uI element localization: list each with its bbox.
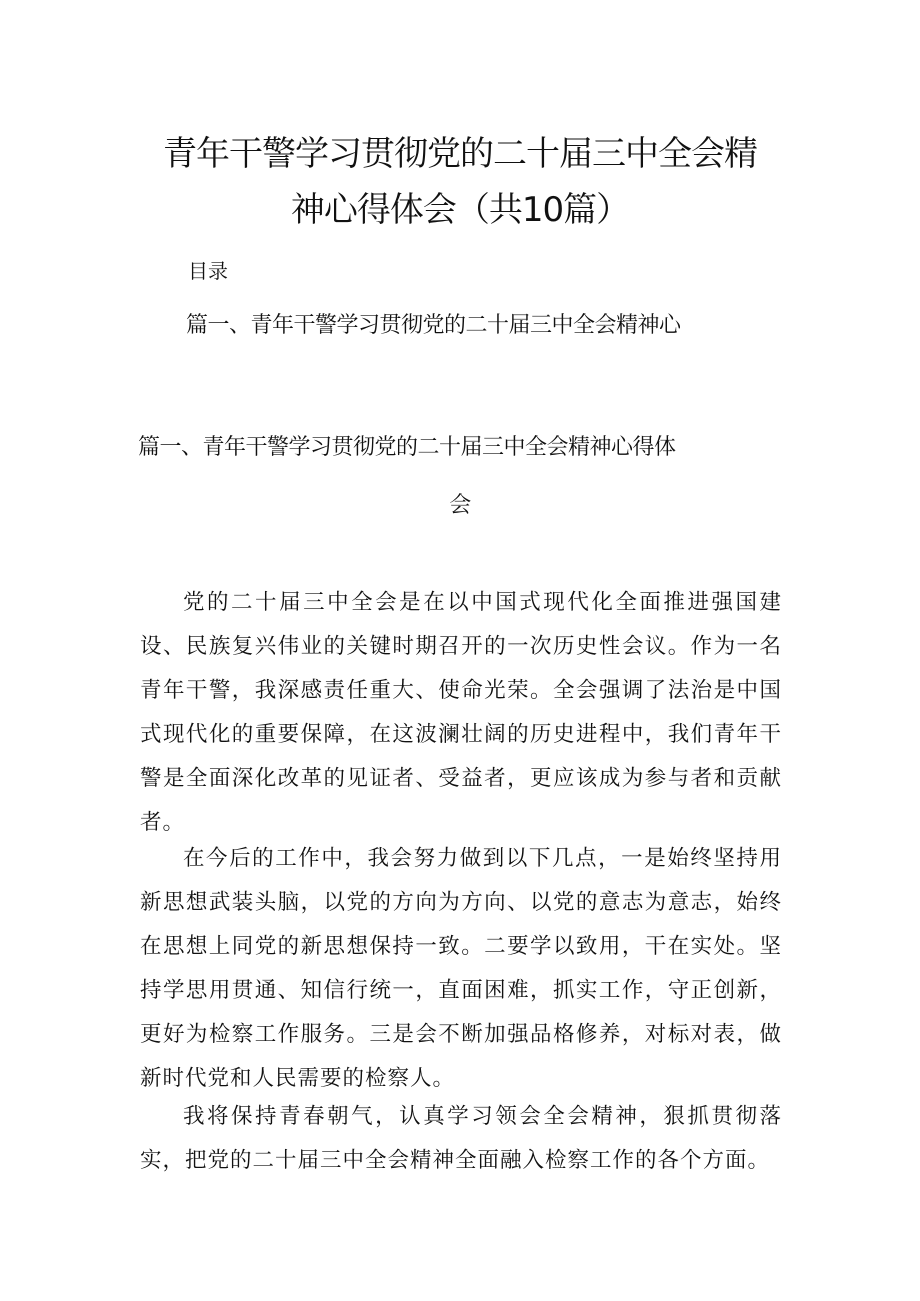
section-heading-line-1: 篇一、青年干警学习贯彻党的二十届三中全会精神心得体 (138, 435, 676, 460)
body-paragraph: 我将保持青春朝气，认真学习领会全会精神，狠抓贯彻落实，把党的二十届三中全会精神全面融入检察工作的各个方面。 (140, 1104, 782, 1173)
body-paragraph: 党的二十届三中全会是在以中国式现代化全面推进强国建设、民族复兴伟业的关键时期召开的一次历史性会议。作为一名青年干警，我深感责任重大、使命光荣。全会强调了法治是中国式现代化的重要保障，在这波澜壮阔的历史进程中，我们青年干警是全面深化改革的见证者、受益者，更应该成为参与者和贡献者。 (140, 590, 782, 835)
body-paragraph: 在今后的工作中，我会努力做到以下几点，一是始终坚持用新思想武装头脑，以党的方向为方向、以党的意志为意志，始终在思想上同党的新思想保持一致。二要学以致用，干在实处。坚持学思用贯通、知信行统一，直面困难，抓实工作，守正创新，更好为检察工作服务。三是会不断加强品格修养，对标对表，做新时代党和人民需要的检察人。 (140, 846, 782, 1091)
document-title-line-1: 青年干警学习贯彻党的二十届三中全会精 (163, 134, 757, 174)
document-title-line-2: 神心得体会（共10篇） (290, 190, 630, 230)
toc-label: 目录 (188, 259, 228, 283)
toc-item[interactable]: 篇一、青年干警学习贯彻党的二十届三中全会精神心 (186, 313, 681, 338)
section-heading-line-2: 会 (449, 493, 471, 518)
